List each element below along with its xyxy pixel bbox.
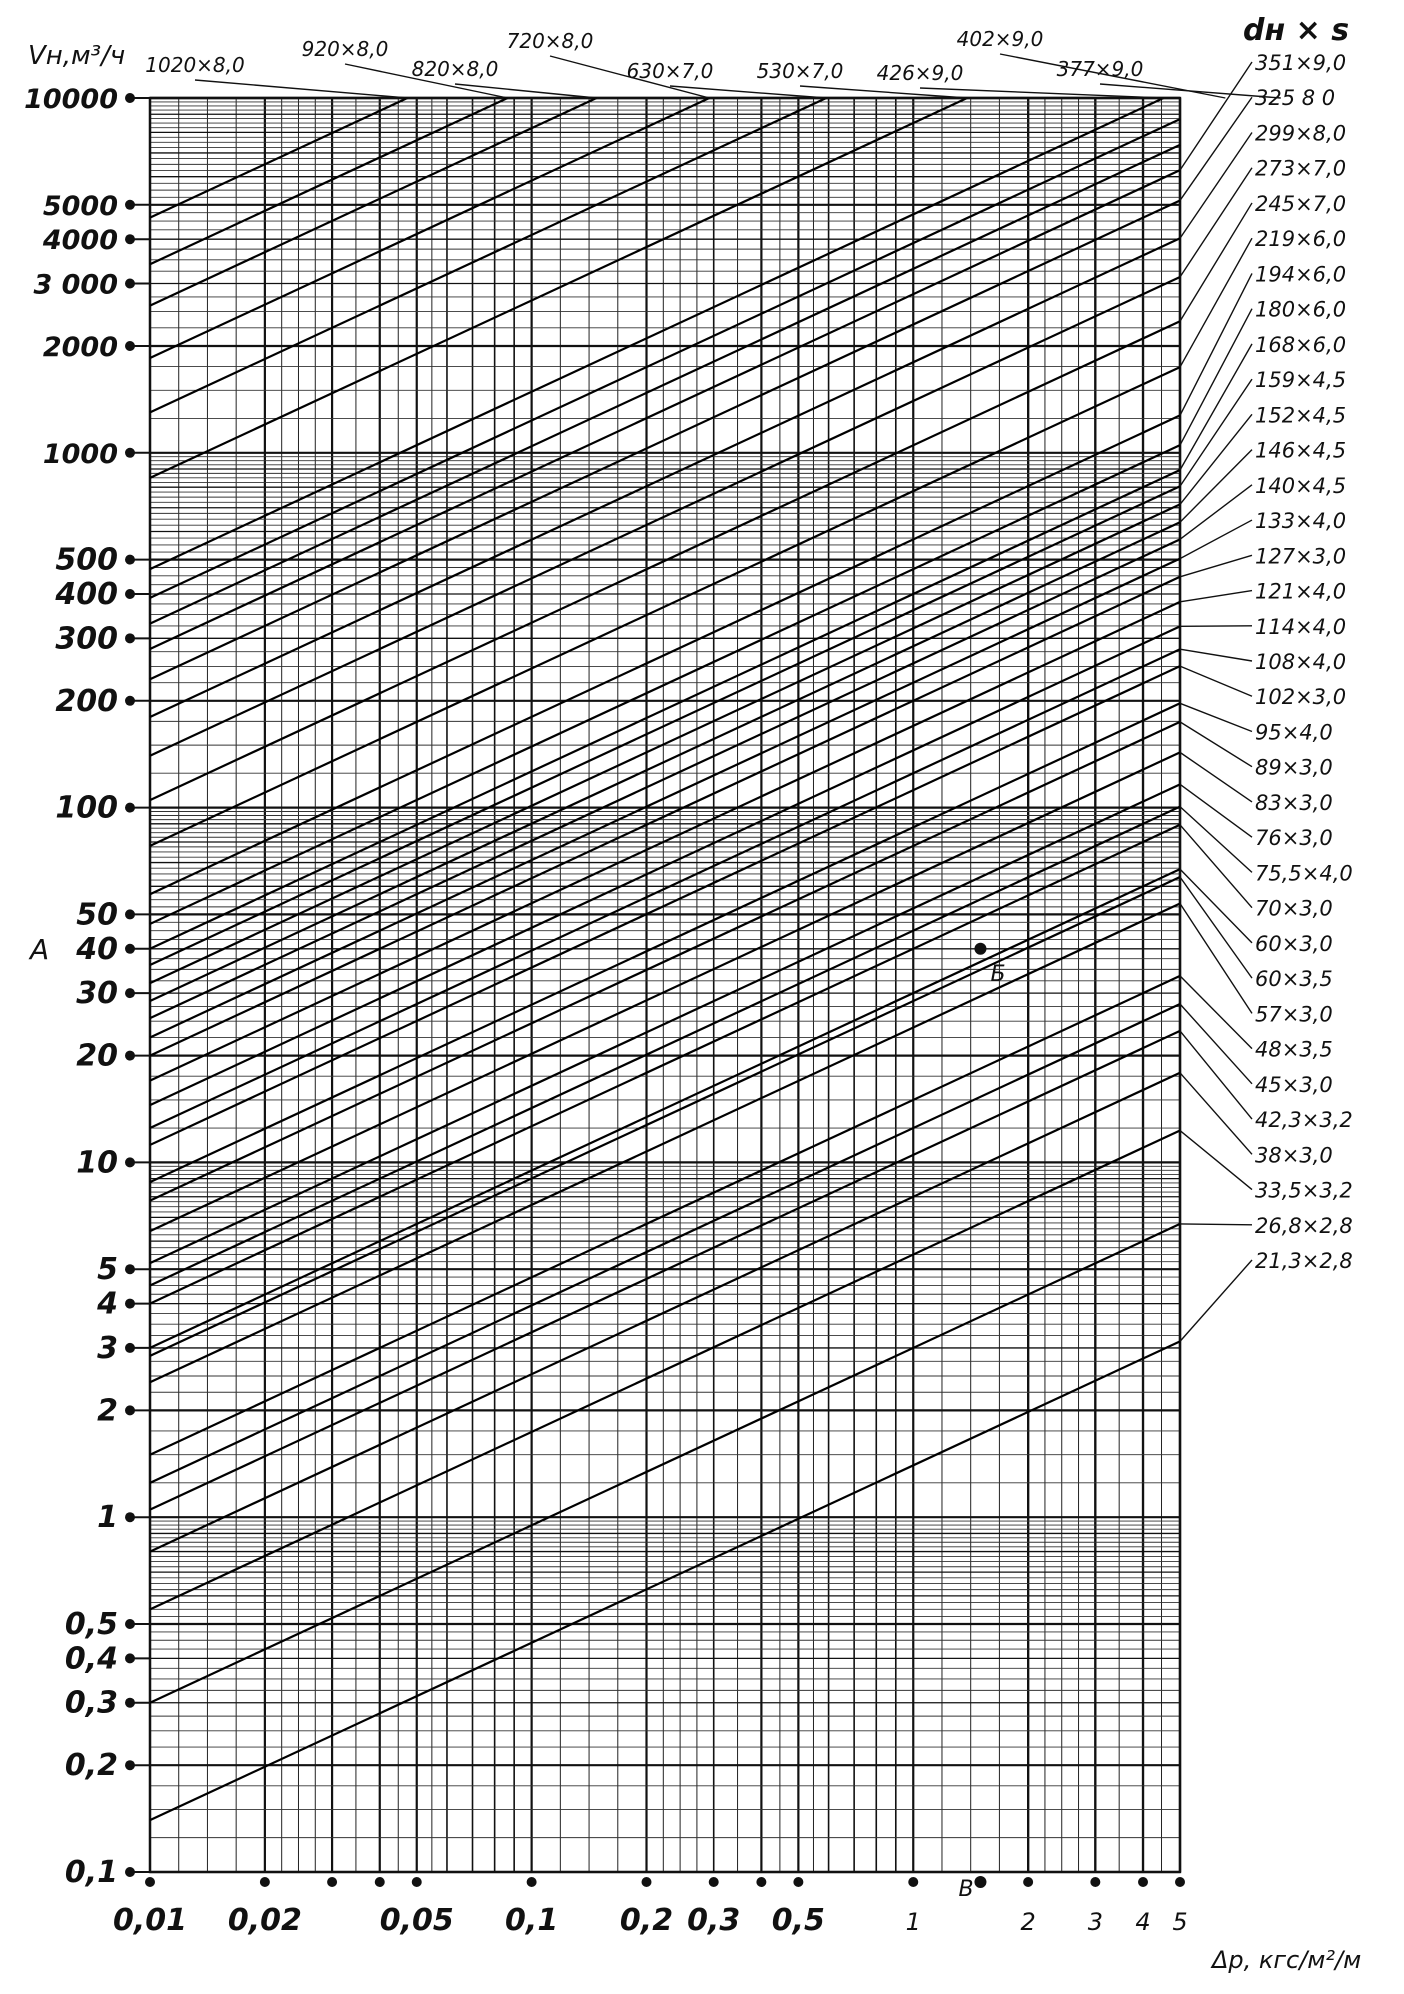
y-tick-label: 1000: [42, 438, 118, 470]
legend-label: 121×4,0: [1255, 579, 1347, 604]
legend-leader: [1180, 666, 1252, 696]
legend-label: 920×8,0: [301, 37, 389, 61]
x-tick-label: 0,05: [379, 1903, 454, 1938]
legend-label: 83×3,0: [1255, 790, 1333, 815]
legend-leader: [1180, 1131, 1252, 1190]
series-line: [150, 602, 1180, 1081]
legend-label: 75,5×4,0: [1255, 861, 1353, 886]
legend-leader: [670, 86, 826, 98]
series-line: [150, 1341, 1180, 1820]
y-tick-label: 0,1: [64, 1855, 118, 1890]
y-tick-label: 400: [55, 576, 118, 612]
legend-leader: [1180, 904, 1252, 1014]
series-line: [150, 1073, 1180, 1552]
series-line: [150, 904, 1180, 1383]
series-line: [150, 470, 1180, 949]
legend-label: 273×7,0: [1255, 156, 1347, 181]
legend-label: 21,3×2,8: [1255, 1249, 1353, 1273]
legend-label: 720×8,0: [506, 29, 594, 53]
legend-label: 630×7,0: [626, 59, 714, 83]
annotation-label: А: [30, 932, 50, 966]
legend-label: 133×4,0: [1255, 509, 1347, 534]
legend-leader: [1180, 309, 1252, 445]
legend-label: 351×9,0: [1255, 51, 1347, 75]
legend-label: 152×4,5: [1255, 403, 1347, 428]
y-tick-label: 40: [76, 931, 118, 967]
legend-leader: [1180, 520, 1252, 559]
legend-label: 42,3×3,2: [1255, 1108, 1353, 1133]
x-tick-label: 4: [1135, 1908, 1151, 1936]
x-tick-dot: [908, 1877, 918, 1887]
y-tick-label: 500: [55, 542, 118, 578]
series-line: [150, 119, 1180, 598]
series-line: [150, 722, 1180, 1201]
x-tick-dot: [1090, 1877, 1100, 1887]
y-tick-label: 10000: [24, 84, 118, 115]
y-tick-label: 3 000: [33, 269, 118, 301]
legend-label: 426×9,0: [876, 61, 964, 85]
x-tick-dot: [1138, 1877, 1148, 1887]
legend-leader: [1180, 703, 1252, 731]
legend-label: 245×7,0: [1255, 191, 1347, 216]
x-tick-dot: [756, 1877, 766, 1887]
legend-label: 60×3,0: [1255, 931, 1333, 956]
legend-label: 95×4,0: [1255, 720, 1333, 745]
y-tick-label: 2000: [42, 331, 118, 363]
y-tick-label: 50: [76, 897, 118, 933]
legend-leader: [920, 88, 1164, 98]
y-tick-label: 1: [97, 1500, 118, 1536]
x-tick-dot: [145, 1877, 155, 1887]
x-tick-label: 0,2: [619, 1903, 674, 1938]
grid: [150, 98, 1180, 1872]
series-line: [150, 577, 1180, 1056]
annotation-label: В: [958, 1877, 974, 1902]
legend-leader: [1180, 344, 1252, 470]
legend-leader: [1180, 784, 1252, 837]
plot-frame: [150, 98, 1180, 1872]
legend-label: 76×3,0: [1255, 826, 1333, 851]
legend-label: 114×4,0: [1255, 614, 1347, 639]
legend-leader: [1180, 869, 1252, 943]
x-tick-label: 0,02: [227, 1903, 302, 1938]
legend-label: 402×9,0: [956, 27, 1044, 51]
series-line: [150, 539, 1180, 1018]
y-tick-label: 4000: [42, 225, 118, 257]
x-tick-dot: [412, 1877, 422, 1887]
series-line: [150, 98, 1164, 569]
legend-label: 299×8,0: [1255, 121, 1347, 146]
legend-label: 26,8×2,8: [1255, 1213, 1353, 1238]
legend-label: 33,5×3,2: [1255, 1178, 1353, 1203]
legend-label: 820×8,0: [411, 57, 499, 81]
legend-leader: [1180, 825, 1252, 908]
legend-leader: [1180, 555, 1252, 577]
x-tick-label: 0,5: [771, 1903, 825, 1938]
legend-leader: [1180, 414, 1252, 504]
y-tick-label: 10: [76, 1145, 118, 1181]
series-line: [150, 559, 1180, 1038]
series-line: [150, 807, 1180, 1286]
legend-leader: [1180, 1073, 1252, 1155]
legend-leader: [195, 80, 407, 98]
series-line: [150, 98, 597, 306]
legend-label: 180×6,0: [1255, 297, 1347, 322]
x-tick-dot: [375, 1877, 385, 1887]
x-tick-dot: [260, 1877, 270, 1887]
y-tick-label: 0,5: [64, 1607, 118, 1643]
x-axis-title: Δр, кгс/м²/м: [1212, 1946, 1362, 1974]
legend-label: 57×3,0: [1255, 1002, 1333, 1027]
series-line: [150, 666, 1180, 1145]
series-line: [150, 869, 1180, 1348]
series-line: [150, 98, 967, 478]
x-tick-label: 3: [1087, 1908, 1103, 1936]
x-tick-label: 0,01: [112, 1903, 188, 1938]
legend-label: 102×3,0: [1255, 685, 1347, 710]
y-tick-label: 200: [55, 683, 118, 719]
legend-label: 89×3,0: [1255, 755, 1333, 780]
x-tick-label: 1: [905, 1908, 921, 1936]
legend-label: 168×6,0: [1255, 332, 1347, 357]
y-tick-label: 0,2: [64, 1748, 118, 1784]
series-line: [150, 825, 1180, 1304]
legend-label: 146×4,5: [1255, 438, 1347, 463]
y-axis-title: Vн,м³/ч: [28, 41, 126, 71]
x-tick-label: 5: [1172, 1908, 1188, 1936]
series-line: [150, 1224, 1180, 1703]
y-tick-label: 0,4: [64, 1641, 118, 1677]
marker-point-axis: [974, 1876, 986, 1888]
series-line: [150, 98, 407, 218]
x-tick-dot: [642, 1877, 652, 1887]
y-tick-label: 100: [55, 790, 118, 826]
x-tick-dot: [793, 1877, 803, 1887]
legend-leader: [1180, 649, 1252, 661]
y-tick-label: 5: [97, 1252, 118, 1288]
legend-label: 377×9,0: [1056, 57, 1144, 81]
legend-leader: [1180, 591, 1252, 602]
y-tick-label: 300: [55, 621, 118, 657]
x-tick-dot: [1023, 1877, 1033, 1887]
y-tick-label: 3: [97, 1330, 118, 1366]
y-tick-label: 20: [76, 1038, 118, 1074]
series-line: [150, 626, 1180, 1105]
legend-leader: [800, 86, 967, 98]
legend-label: 1020×8,0: [145, 53, 245, 77]
legend-leader: [1180, 1260, 1252, 1341]
legend-label: 38×3,0: [1255, 1143, 1333, 1168]
series-line: [150, 784, 1180, 1263]
x-tick-label: 0,3: [687, 1903, 741, 1938]
legend-label: 140×4,5: [1255, 473, 1347, 498]
legend-label: 159×4,5: [1255, 368, 1347, 393]
y-tick-label: 2: [97, 1393, 118, 1429]
x-tick-dot: [709, 1877, 719, 1887]
legend-label: 530×7,0: [756, 59, 844, 83]
y-tick-label: 4: [97, 1286, 118, 1322]
legend-label: 219×6,0: [1255, 227, 1347, 252]
legend-label: 127×3,0: [1255, 544, 1347, 569]
x-tick-label: 0,1: [505, 1903, 559, 1938]
x-tick-dot: [1175, 1877, 1185, 1887]
legend-leader: [1180, 877, 1252, 978]
axis-ticks: [24, 84, 1188, 1938]
legend-label: 70×3,0: [1255, 896, 1333, 921]
y-tick-label: 5000: [42, 190, 118, 222]
legend-label: 325 8 0: [1255, 86, 1336, 111]
extras: [28, 933, 1006, 1902]
legend-leader: [1180, 807, 1252, 873]
legend-leader: [1180, 976, 1252, 1049]
x-tick-dot: [327, 1877, 337, 1887]
legend-label: 48×3,5: [1255, 1037, 1333, 1062]
legend-label: 60×3,5: [1255, 967, 1333, 992]
y-tick-label: 30: [76, 976, 118, 1012]
legend-header: dн × s: [1243, 13, 1350, 48]
legend-label: 108×4,0: [1255, 650, 1347, 674]
legend-label: 45×3,0: [1255, 1072, 1333, 1097]
y-tick-label: 0,3: [64, 1685, 118, 1721]
series-line: [150, 98, 826, 412]
legend-leader: [1180, 1224, 1252, 1225]
x-tick-label: 2: [1020, 1908, 1036, 1936]
legend-label: 194×6,0: [1255, 262, 1347, 287]
x-tick-dot: [527, 1877, 537, 1887]
annotation-label: Б: [990, 961, 1006, 987]
series-line: [150, 976, 1180, 1455]
marker-point: [974, 943, 986, 955]
legend-leader: [1180, 626, 1252, 627]
legend-leader: [1180, 62, 1252, 170]
